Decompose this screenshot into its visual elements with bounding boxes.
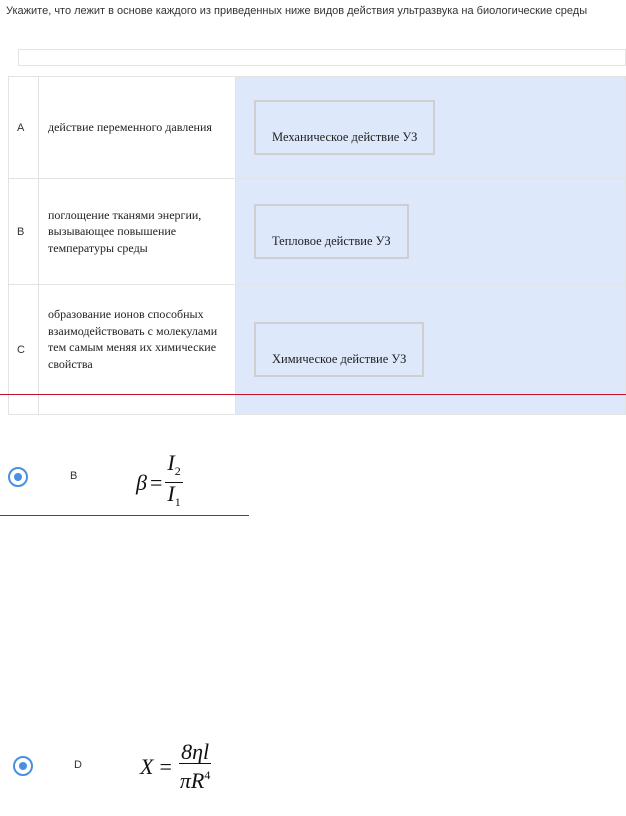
question-text: Укажите, что лежит в основе каждого из приведенных ниже видов действия ультразвука на биологические среды [6,5,588,17]
table-row [9,77,626,179]
table-row [9,285,626,415]
drop-zone[interactable] [236,285,626,415]
row-description: поглощение тканями энергии, вызывающее повышение температуры среды [39,179,236,285]
answer-chip-chemical[interactable]: Химическое действие УЗ [254,322,424,377]
formula-denominator: I [167,481,175,506]
formula-numerator: 8ηl [181,739,210,764]
formula-lhs: X [140,753,154,779]
answer-chip-mechanical[interactable]: Механическое действие УЗ [254,100,435,155]
formula-b [136,452,183,513]
table-row [9,179,626,285]
formula-numerator: I [167,450,175,475]
answer-field[interactable] [18,49,626,66]
matching-table [8,76,626,415]
radio-option-b[interactable] [8,467,28,487]
row-description: образование ионов способных взаимодействовать с молекулами тем самым меняя их химические свойства [39,285,236,415]
formula-fraction [178,741,212,792]
option-letter: D [74,759,82,771]
row-description: действие переменного давления [39,77,236,179]
divider-line [0,394,626,395]
formula-lhs: β [136,469,147,495]
formula-denominator: πR [179,768,205,793]
formula-fraction [165,452,182,513]
row-letter: B [9,179,39,285]
formula-numerator-sub: 2 [174,464,181,478]
formula-equals: = [159,753,172,779]
drop-zone[interactable] [236,179,626,285]
option-letter: B [70,470,78,482]
formula-denominator-sub: 1 [174,495,181,509]
formula-denominator-sup: 4 [204,768,211,782]
formula-equals: = [149,469,163,495]
radio-option-d[interactable] [13,756,33,776]
divider-line [0,515,249,516]
formula-d [140,741,212,792]
row-letter: A [9,77,39,179]
drop-zone[interactable] [236,77,626,179]
row-letter: C [9,285,39,415]
answer-chip-thermal[interactable]: Тепловое действие УЗ [254,204,409,259]
